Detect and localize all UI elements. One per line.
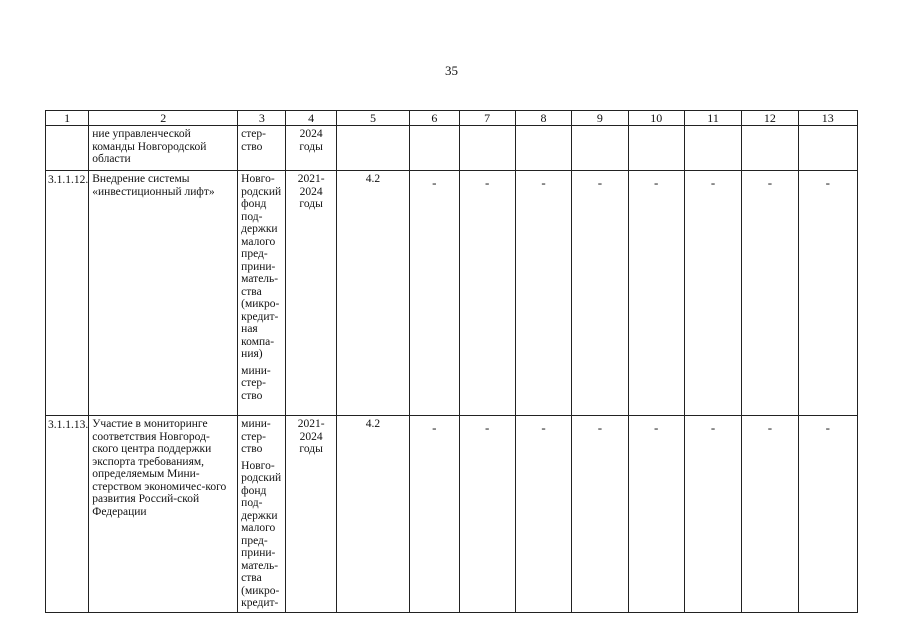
value-cell: - [485, 420, 490, 435]
table-header-row [46, 111, 858, 126]
value-cell: - [710, 175, 716, 190]
value-cell: - [710, 420, 716, 435]
column-header: 3 [238, 111, 286, 126]
column-header: 9 [572, 111, 628, 126]
value-cell: - [597, 175, 603, 190]
row-number: 3.1.1.12. [48, 174, 89, 186]
target-indicator: 4.2 [365, 173, 381, 185]
value-cell: - [767, 175, 773, 190]
column-header: 5 [336, 111, 409, 126]
value-cell: - [654, 420, 659, 435]
responsible-org: стер-ство [241, 128, 266, 153]
column-header: 7 [459, 111, 515, 126]
target-indicator: 4.2 [365, 418, 381, 430]
period: 2024 годы [299, 128, 323, 153]
activity-name: ние управленческой команды Новгородской области [92, 128, 207, 165]
column-header: 12 [742, 111, 798, 126]
row-number: 3.1.1.13. [48, 419, 89, 431]
value-cell: - [541, 420, 546, 435]
responsible-org: мини-стер-ство [241, 418, 271, 455]
table-row-continuation [46, 126, 858, 171]
column-header: 8 [515, 111, 571, 126]
value-cell: - [767, 420, 773, 435]
value-cell: - [597, 420, 603, 435]
value-cell: - [432, 420, 437, 435]
column-header: 6 [410, 111, 459, 126]
column-header: 1 [46, 111, 89, 126]
table-row [46, 416, 858, 613]
period: 2021-2024 годы [297, 418, 325, 455]
value-cell: - [825, 420, 830, 435]
action-plan-table [45, 110, 858, 613]
column-header: 10 [628, 111, 684, 126]
period: 2021-2024 годы [297, 173, 325, 210]
column-header: 2 [89, 111, 238, 126]
value-cell: - [541, 175, 546, 190]
value-cell: - [485, 175, 490, 190]
column-header: 13 [798, 111, 857, 126]
activity-name: Внедрение системы «инвестиционный лифт» [92, 173, 215, 198]
column-header: 11 [684, 111, 741, 126]
table-row [46, 171, 858, 416]
page-number: 35 [445, 63, 458, 78]
value-cell: - [825, 175, 830, 190]
responsible-org: Новго-родский фонд под-держки малого пред-прини-матель-ства (микро-кредит-ная компа-ния) [241, 173, 282, 360]
value-cell: - [654, 175, 659, 190]
column-header: 4 [286, 111, 336, 126]
responsible-org: мини-стер-ство [241, 364, 271, 402]
activity-name: Участие в мониторинге соответствия Новгород-ского центра поддержки экспорта требованиям, определяемым Мини-стерством экономичес-кого развития Россий-ской Федерации [92, 418, 227, 518]
value-cell: - [432, 175, 437, 190]
responsible-org: Новго-родский фонд под-держки малого пред-прини-матель-ства (микро-кредит- [241, 459, 282, 609]
